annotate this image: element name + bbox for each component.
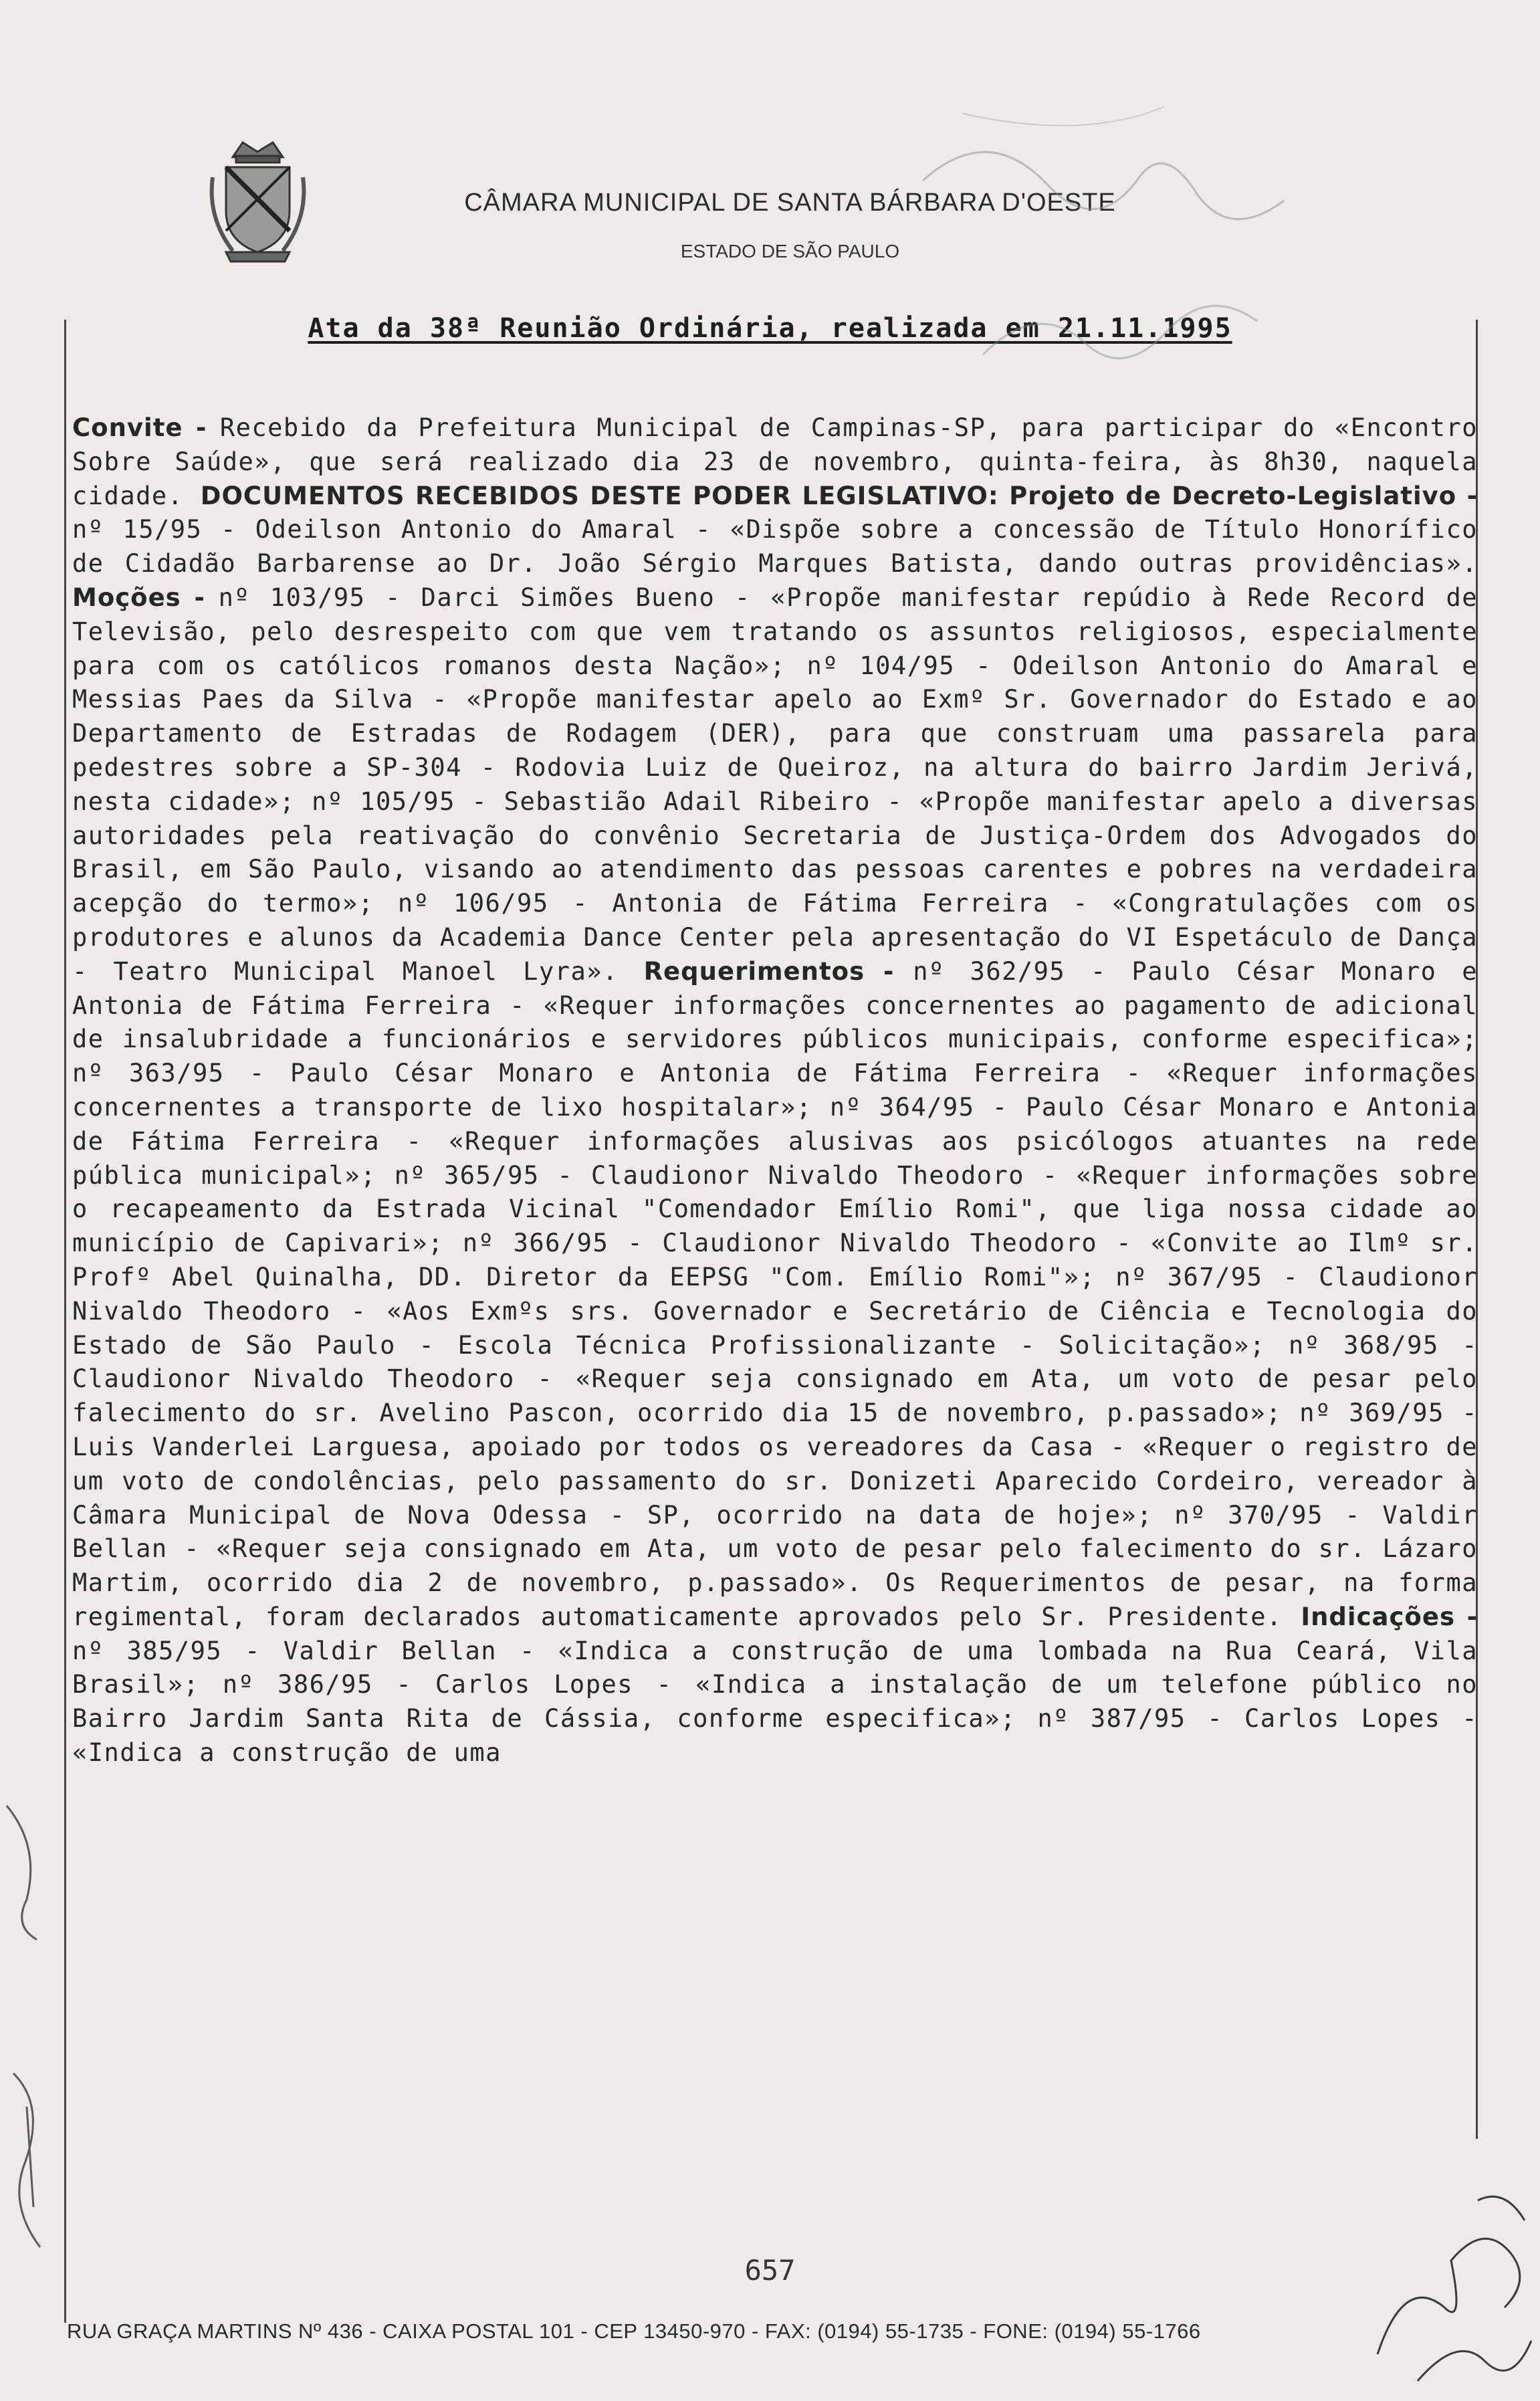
page-number: 657 — [744, 2254, 796, 2287]
section-heading: Convite - — [72, 413, 220, 442]
section-heading: DOCUMENTOS RECEBIDOS DESTE PODER LEGISLATIVO: Projeto de Decreto-Legislativo - — [200, 481, 1478, 510]
section-heading: Indicações - — [1301, 1602, 1478, 1631]
document-title: Ata da 38ª Reunião Ordinária, realizada em 21.11.1995 — [308, 313, 1232, 344]
body-text-run: nº 103/95 - Darci Simões Bueno - «Propõe manifestar repúdio à Rede Record de Televisão, pelo desrespeito com que vem tratando os assuntos religiosos, especialmente para com os católicos romanos desta Nação»; nº 104/95 - Odeilson Antonio do Amaral e Messias Paes da Silva - «Propõe manifestar apelo ao Exmº Sr. Governador do Estado e ao Departamento de Estradas de Rodagem (DER), para que construam uma passarela para pedestres sobre a SP-304 - Rodovia Luiz de Queiroz, na altura do bairro Jardim Jerivá, nesta cidade»; nº 105/95 - Sebastião Adail Ribeiro - «Propõe manifestar apelo a diversas autoridades pela reativação do convênio Secretaria de Justiça-Ordem dos Advogados do Brasil, em São Paulo, visando ao atendimento das pessoas carentes e pobres na verdadeira acepção do termo»; nº 106/95 - Antonia de Fátima Ferreira - «Congratulações com os produtores e alunos da Academia Dance Center pela apresentação do VI Espetáculo de Dança - Teatro Municipal Manoel Lyra». — [72, 583, 1478, 986]
footer-address: RUA GRAÇA MARTINS Nº 436 - CAIXA POSTAL 101 - CEP 13450-970 - FAX: (0194) 55-1735 - FONE: (0194) 55-1766 — [67, 2319, 1201, 2343]
left-margin-rule — [64, 320, 66, 2323]
handwritten-signature-bottom-right — [1351, 2180, 1540, 2401]
institution-name: CÂMARA MUNICIPAL DE SANTA BÁRBARA D'OESTE — [464, 189, 1116, 217]
handwritten-initials-left — [0, 1792, 64, 2261]
body-text-run: nº 15/95 - Odeilson Antonio do Amaral - «Dispõe sobre a concessão de Título Honorífico de Cidadão Barbarense ao Dr. João Sérgio Marques Batista, dando outras providências». — [72, 515, 1478, 579]
state-name: ESTADO DE SÃO PAULO — [680, 241, 900, 262]
section-heading: Requerimentos - — [643, 956, 913, 986]
body-text-run: Recebido da Prefeitura Municipal de Campinas-SP, para participar do «Encontro Sobre Saúde», que será realizado dia 23 de novembro, quinta-feira, às 8h30, naquela cidade. — [72, 413, 1478, 510]
section-heading: Moções - — [72, 583, 219, 612]
body-text-run: nº 362/95 - Paulo César Monaro e Antonia de Fátima Ferreira - «Requer informações concernentes ao pagamento de adicional de insalubridade a funcionários e servidores públicos municipais, conforme especifica»; nº 363/95 - Paulo César Monaro e Antonia de Fátima Ferreira - «Requer informações concernentes a transporte de lixo hospitalar»; nº 364/95 - Paulo César Monaro e Antonia de Fátima Ferreira - «Requer informações alusivas aos psicólogos atuantes na rede pública municipal»; nº 365/95 - Claudionor Nivaldo Theodoro - «Requer informações sobre o recapeamento da Estrada Vicinal "Comendador Emílio Romi", que liga nossa cidade ao município de Capivari»; nº 366/95 - Claudionor Nivaldo Theodoro - «Convite ao Ilmº sr. Profº Abel Quinalha, DD. Diretor da EEPSG "Com. Emílio Romi"»; nº 367/95 - Claudionor Nivaldo Theodoro - «Aos Exmºs srs. Governador e Secretário de Ciência e Tecnologia do Estado de São Paulo - Escola Técnica Profissionalizante - Solicitação»; nº 368/95 - Claudionor Nivaldo Theodoro - «Requer seja consignado em Ata, um voto de pesar pelo falecimento do sr. Avelino Pascon, ocorrido dia 15 de novembro, p.passado»; nº 369/95 - Luis Vanderlei Larguesa, apoiado por todos os vereadores da Casa - «Requer o registro de um voto de condolências, pelo passamento do sr. Donizeti Aparecido Cordeiro, vereador à Câmara Municipal de Nova Odessa - SP, ocorrido na data de hoje»; nº 370/95 - Valdir Bellan - «Requer seja consignado em Ata, um voto de pesar pelo falecimento do sr. Lázaro Martim, ocorrido dia 2 de novembro, p.passado». Os Requerimentos de pesar, na forma regimental, foram declarados automaticamente aprovados pelo Sr. Presidente. — [72, 956, 1478, 1631]
minutes-body — [72, 411, 1478, 1770]
body-text-run: nº 385/95 - Valdir Bellan - «Indica a construção de uma lombada na Rua Ceará, Vila Brasil»; nº 386/95 - Carlos Lopes - «Indica a instalação de um telefone público no Bairro Jardim Santa Rita de Cássia, conforme especifica»; nº 387/95 - Carlos Lopes - «Indica a construção de uma — [72, 1636, 1478, 1768]
